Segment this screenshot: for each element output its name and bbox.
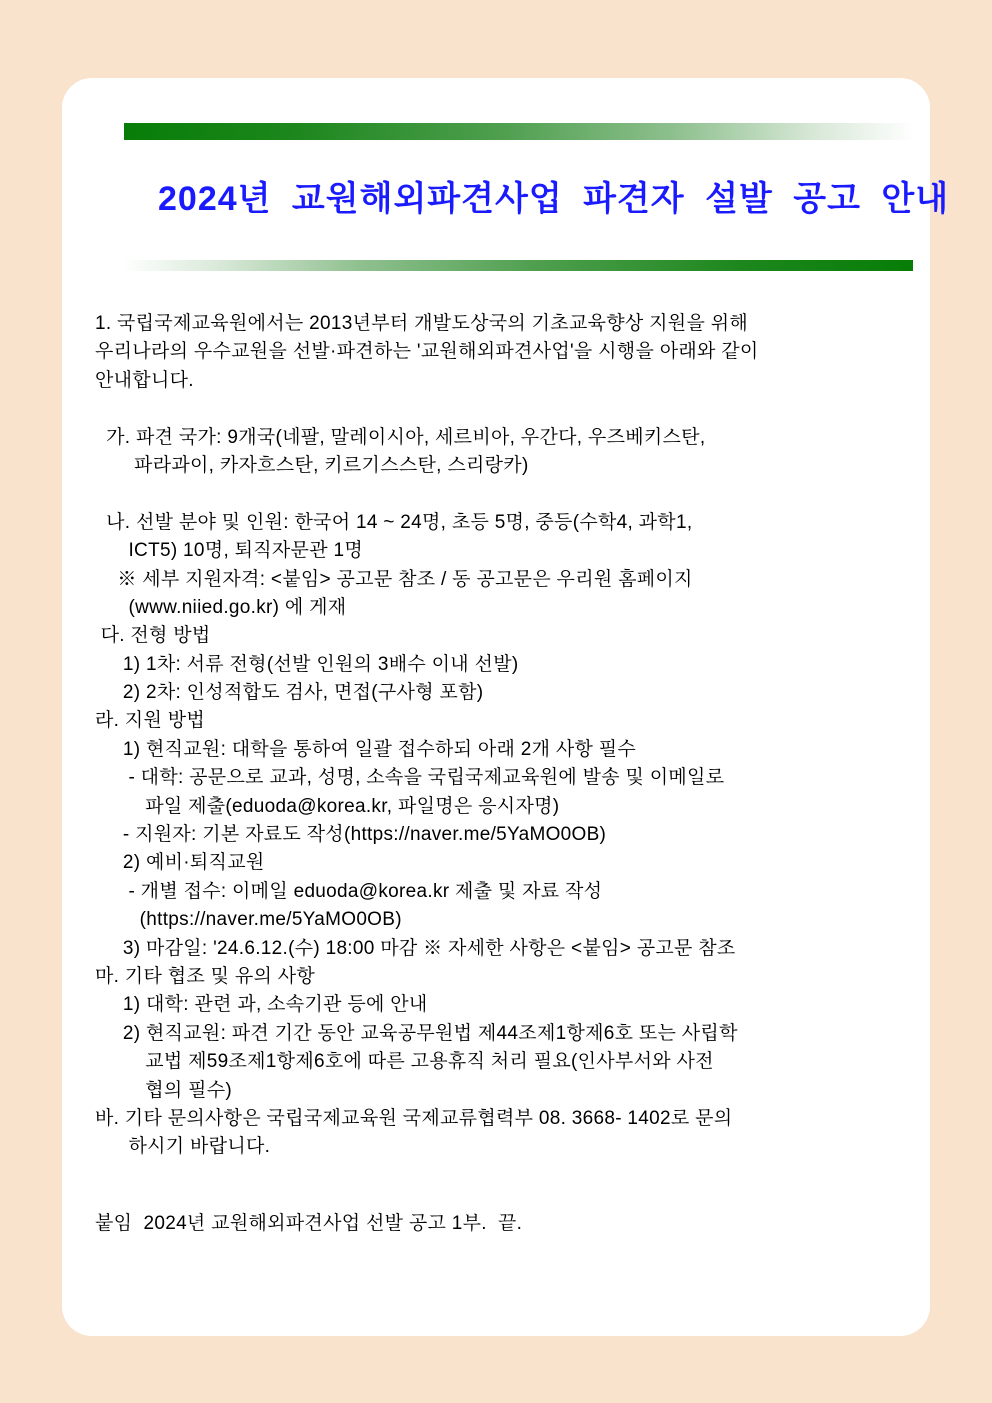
page-title: 2024년 교원해외파견사업 파견자 설발 공고 안내 xyxy=(158,180,950,218)
notice-line: 2) 현직교원: 파견 기간 동안 교육공무원법 제44조제1항제6호 또는 사립학 xyxy=(95,1022,738,1044)
notice-line: 나. 선발 분야 및 인원: 한국어 14 ~ 24명, 초등 5명, 중등(수학4, 과학1, xyxy=(95,511,693,533)
notice-line: 안내합니다. xyxy=(95,369,194,391)
notice-line: - 개별 접수: 이메일 eduoda@korea.kr 제출 및 자료 작성 xyxy=(95,880,603,902)
notice-line: 바. 기타 문의사항은 국립국제교육원 국제교류협력부 08. 3668- 1402로 문의 xyxy=(95,1107,733,1129)
notice-line: 마. 기타 협조 및 유의 사항 xyxy=(95,965,316,987)
notice-line: (www.niied.go.kr) 에 게재 xyxy=(95,596,347,618)
notice-line-blank xyxy=(95,395,910,423)
notice-line-blank xyxy=(95,480,910,508)
notice-line: 3) 마감일: '24.6.12.(수) 18:00 마감 ※ 자세한 사항은 <붙임> 공고문 참조 xyxy=(95,937,736,959)
title-bottom-rule xyxy=(124,260,913,271)
notice-line: 2) 2차: 인성적합도 검사, 면접(구사형 포함) xyxy=(95,682,484,704)
notice-line: 하시기 바랍니다. xyxy=(95,1136,271,1158)
notice-line: - 대학: 공문으로 교과, 성명, 소속을 국립국제교육원에 발송 및 이메일로 xyxy=(95,767,725,789)
notice-line: ※ 세부 지원자격: <붙임> 공고문 참조 / 동 공고문은 우리원 홈페이지 xyxy=(95,568,693,590)
notice-line: 파일 제출(eduoda@korea.kr, 파일명은 응시자명) xyxy=(95,795,560,817)
notice-line: - 지원자: 기본 자료도 작성(https://naver.me/5YaMO0OB) xyxy=(95,824,607,846)
notice-body xyxy=(95,310,910,1238)
notice-line: 2) 예비·퇴직교원 xyxy=(95,852,265,874)
notice-line: 우리나라의 우수교원을 선발·파견하는 '교원해외파견사업'을 시행을 아래와 같이 xyxy=(95,341,759,363)
notice-line: ICT5) 10명, 퇴직자문관 1명 xyxy=(95,540,363,562)
notice-line: 1) 1차: 서류 전형(선발 인원의 3배수 이내 선발) xyxy=(95,653,519,675)
notice-line: 협의 필수) xyxy=(95,1079,233,1101)
attachment-note: 붙임 2024년 교원해외파견사업 선발 공고 1부. 끝. xyxy=(95,1212,523,1234)
notice-line: 다. 전형 방법 xyxy=(95,625,211,647)
notice-line: 가. 파견 국가: 9개국(네팔, 말레이시아, 세르비아, 우간다, 우즈베키스탄, xyxy=(95,426,706,448)
notice-line: 1. 국립국제교육원에서는 2013년부터 개발도상국의 기초교육향상 지원을 위해 xyxy=(95,313,749,334)
notice-line: 라. 지원 방법 xyxy=(95,710,206,732)
title-top-rule xyxy=(124,123,913,140)
notice-line: 1) 대학: 관련 과, 소속기관 등에 안내 xyxy=(95,994,428,1016)
notice-line: 파라과이, 카자흐스탄, 키르기스스탄, 스리랑카) xyxy=(95,454,529,476)
notice-line: 1) 현직교원: 대학을 통하여 일괄 접수하되 아래 2개 사항 필수 xyxy=(95,738,637,760)
document-card xyxy=(62,78,950,1336)
notice-line: 교법 제59조제1항제6호에 따른 고용휴직 처리 필요(인사부서와 사전 xyxy=(95,1051,714,1073)
notice-line: (https://naver.me/5YaMO0OB) xyxy=(95,909,402,931)
